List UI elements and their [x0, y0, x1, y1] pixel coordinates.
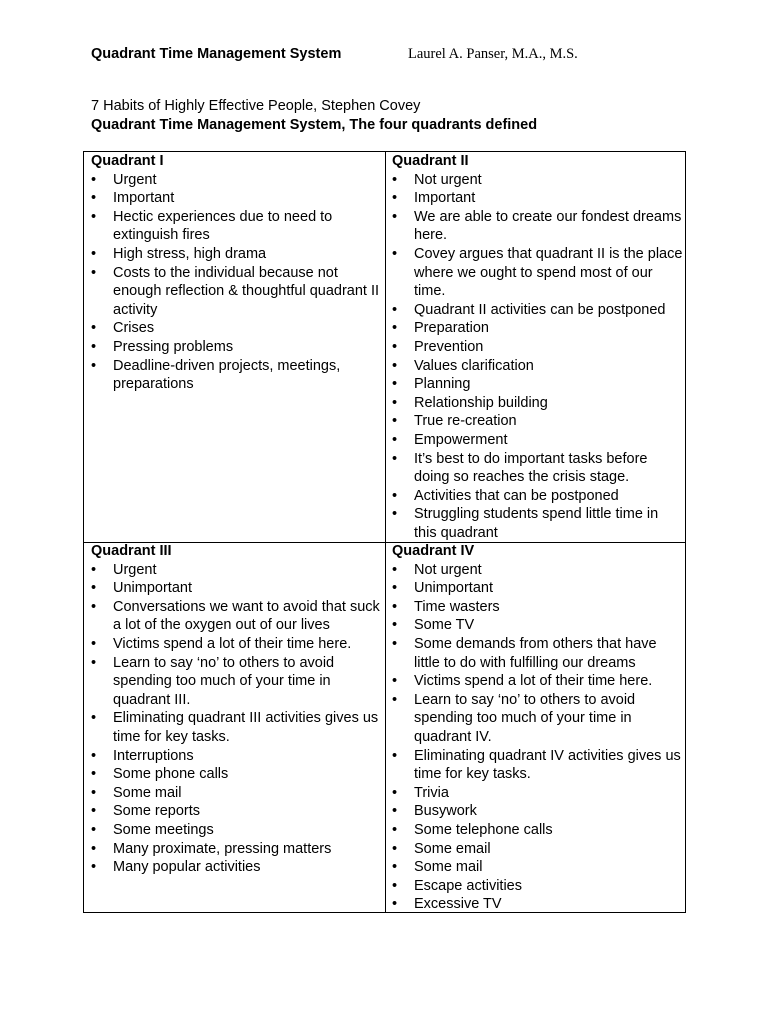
list-item-text: Many proximate, pressing matters: [113, 840, 332, 857]
list-item: [91, 189, 383, 208]
list-item: [91, 784, 383, 803]
quadrant-title: Quadrant III: [91, 543, 172, 559]
list-item: [392, 450, 684, 487]
list-item: [91, 840, 383, 859]
bullet-icon: •: [392, 784, 398, 801]
list-item-text: Victims spend a lot of their time here.: [414, 673, 653, 690]
list-item-text: Struggling students spend little time in this quadrant: [414, 506, 659, 541]
bullet-icon: •: [392, 896, 398, 913]
list-item-text: Many popular activities: [113, 859, 261, 876]
list-item-text: Crises: [113, 320, 155, 337]
list-item-text: Pressing problems: [113, 338, 234, 355]
bullet-icon: •: [91, 803, 97, 820]
list-item-text: Hectic experiences due to need to extinguish fires: [113, 208, 333, 244]
list-item: [392, 858, 684, 877]
list-item-text: Victims spend a lot of their time here.: [113, 635, 352, 652]
quadrant-title: Quadrant IV: [392, 543, 475, 559]
list-item-text: Not urgent: [414, 171, 482, 188]
author-name: Laurel A. Panser, M.A., M.S.: [408, 46, 578, 62]
quadrant-bullet-list: [392, 171, 684, 543]
bullet-icon: •: [91, 357, 97, 374]
bullet-icon: •: [392, 691, 398, 708]
bullet-icon: •: [91, 208, 97, 225]
list-item-text: Urgent: [113, 561, 157, 578]
bullet-icon: •: [91, 245, 97, 262]
bullet-icon: •: [91, 190, 97, 207]
list-item: [392, 394, 684, 413]
intro-block: [91, 97, 537, 135]
section-heading: Quadrant Time Management System, The four quadrants defined: [91, 117, 538, 133]
list-item: [392, 189, 684, 208]
list-item: [91, 338, 383, 357]
bullet-icon: •: [392, 376, 398, 393]
list-item-text: Some telephone calls: [414, 821, 553, 838]
bullet-icon: •: [392, 821, 398, 838]
bullet-icon: •: [392, 598, 398, 615]
list-item-text: Empowerment: [414, 431, 508, 448]
bullet-icon: •: [392, 840, 398, 857]
quadrant-bullet-list: [91, 561, 383, 877]
bullet-icon: •: [392, 394, 398, 411]
bullet-icon: •: [392, 617, 398, 634]
bullet-icon: •: [91, 171, 97, 188]
bullet-icon: •: [91, 598, 97, 615]
bullet-icon: •: [91, 320, 97, 337]
list-item: [91, 821, 383, 840]
list-item-text: True re-creation: [414, 413, 517, 430]
list-item: [392, 208, 684, 245]
bullet-icon: •: [392, 635, 398, 652]
quadrant-title: Quadrant II: [392, 153, 469, 169]
bullet-icon: •: [91, 859, 97, 876]
bullet-icon: •: [392, 747, 398, 764]
bullet-icon: •: [91, 561, 97, 578]
bullet-icon: •: [392, 413, 398, 430]
list-item-text: We are able to create our fondest dreams here.: [414, 208, 682, 244]
list-item: [392, 319, 684, 338]
list-item: [91, 561, 383, 580]
list-item-text: Excessive TV: [414, 896, 502, 913]
list-item-text: Preparation: [414, 320, 489, 337]
list-item: [91, 208, 383, 245]
list-item-text: Some reports: [113, 803, 201, 820]
list-item: [91, 319, 383, 338]
quadrant-2-cell: [392, 152, 684, 542]
list-item-text: Unimportant: [414, 580, 493, 597]
quadrant-title: Quadrant I: [91, 153, 164, 169]
bullet-icon: •: [392, 338, 398, 355]
list-item: [91, 264, 383, 320]
quadrant-bullet-list: [392, 561, 684, 914]
list-item: [392, 635, 684, 672]
list-item-text: Prevention: [414, 338, 484, 355]
bullet-icon: •: [392, 301, 398, 318]
list-item: [392, 561, 684, 580]
list-item: [91, 635, 383, 654]
list-item: [392, 598, 684, 617]
bullet-icon: •: [392, 431, 398, 448]
list-item-text: Covey argues that quadrant II is the place where we ought to spend most of our time.: [414, 245, 683, 300]
list-item-text: Deadline-driven projects, meetings, preparations: [113, 357, 341, 393]
list-item: [392, 877, 684, 896]
list-item-text: Values clarification: [414, 357, 534, 374]
quadrant-3-cell: [91, 542, 383, 877]
list-item: [91, 802, 383, 821]
list-item: [91, 747, 383, 766]
bullet-icon: •: [91, 654, 97, 671]
list-item: [91, 654, 383, 710]
bullet-icon: •: [91, 264, 97, 281]
bullet-icon: •: [392, 859, 398, 876]
list-item: [91, 579, 383, 598]
book-reference: 7 Habits of Highly Effective People, Stephen Covey: [91, 98, 421, 114]
quadrant-bullet-list: [91, 171, 383, 394]
list-item-text: High stress, high drama: [113, 245, 267, 262]
bullet-icon: •: [392, 803, 398, 820]
list-item: [392, 245, 684, 301]
list-item-text: Escape activities: [414, 877, 522, 894]
list-item: [392, 579, 684, 598]
list-item: [392, 301, 684, 320]
list-item: [392, 821, 684, 840]
list-item-text: Urgent: [113, 171, 157, 188]
list-item-text: Conversations we want to avoid that suck a lot of the oxygen out of our lives: [113, 598, 380, 634]
list-item: [392, 431, 684, 450]
bullet-icon: •: [91, 580, 97, 597]
list-item: [392, 802, 684, 821]
bullet-icon: •: [392, 320, 398, 337]
list-item-text: Activities that can be postponed: [414, 487, 619, 504]
list-item: [91, 765, 383, 784]
quadrant-table: [83, 151, 686, 913]
list-item: [392, 672, 684, 691]
list-item-text: Planning: [414, 376, 471, 393]
bullet-icon: •: [392, 487, 398, 504]
list-item-text: Quadrant II activities can be postponed: [414, 301, 666, 318]
list-item: [392, 505, 684, 542]
list-item-text: Busywork: [414, 803, 477, 820]
list-item-text: Relationship building: [414, 394, 548, 411]
list-item: [392, 487, 684, 506]
list-item: [392, 747, 684, 784]
bullet-icon: •: [392, 450, 398, 467]
quadrant-1-cell: [91, 152, 383, 394]
list-item-text: Trivia: [414, 784, 449, 801]
list-item: [392, 840, 684, 859]
bullet-icon: •: [91, 821, 97, 838]
bullet-icon: •: [392, 208, 398, 225]
list-item-text: Not urgent: [414, 561, 482, 578]
list-item: [91, 245, 383, 264]
bullet-icon: •: [392, 245, 398, 262]
list-item-text: Some mail: [113, 784, 182, 801]
list-item: [91, 709, 383, 746]
bullet-icon: •: [392, 190, 398, 207]
bullet-icon: •: [91, 766, 97, 783]
bullet-icon: •: [392, 580, 398, 597]
list-item: [392, 691, 684, 747]
bullet-icon: •: [91, 784, 97, 801]
list-item: [392, 784, 684, 803]
list-item-text: It’s best to do important tasks before doing so reaches the crisis stage.: [414, 450, 648, 486]
bullet-icon: •: [91, 747, 97, 764]
table-vertical-divider: [385, 152, 386, 912]
list-item-text: Some email: [414, 840, 491, 857]
bullet-icon: •: [392, 673, 398, 690]
list-item-text: Learn to say ‘no’ to others to avoid spending too much of your time in quadrant III.: [113, 654, 335, 708]
list-item: [392, 375, 684, 394]
list-item: [91, 357, 383, 394]
list-item: [392, 412, 684, 431]
list-item: [91, 598, 383, 635]
list-item-text: Some phone calls: [113, 766, 229, 783]
list-item: [392, 171, 684, 190]
list-item-text: Some demands from others that have little to do with fulfilling our dreams: [414, 635, 657, 671]
bullet-icon: •: [392, 506, 398, 523]
list-item: [392, 895, 684, 914]
list-item: [392, 357, 684, 376]
bullet-icon: •: [91, 710, 97, 727]
bullet-icon: •: [392, 561, 398, 578]
list-item-text: Eliminating quadrant IV activities gives us time for key tasks.: [414, 747, 681, 783]
list-item-text: Learn to say ‘no’ to others to avoid spending too much of your time in quadrant IV.: [414, 691, 636, 745]
list-item-text: Time wasters: [414, 598, 500, 615]
bullet-icon: •: [91, 635, 97, 652]
bullet-icon: •: [392, 357, 398, 374]
list-item: [91, 858, 383, 877]
document-title: Quadrant Time Management System: [91, 46, 342, 62]
list-item-text: Some meetings: [113, 821, 214, 838]
list-item-text: Important: [414, 190, 476, 207]
bullet-icon: •: [91, 840, 97, 857]
bullet-icon: •: [91, 338, 97, 355]
bullet-icon: •: [392, 877, 398, 894]
list-item-text: Unimportant: [113, 580, 192, 597]
bullet-icon: •: [392, 171, 398, 188]
list-item-text: Costs to the individual because not enough reflection & thoughtful quadrant II activity: [113, 264, 380, 318]
list-item-text: Some TV: [414, 617, 475, 634]
list-item-text: Important: [113, 190, 175, 207]
list-item: [392, 338, 684, 357]
list-item: [91, 171, 383, 190]
list-item-text: Eliminating quadrant III activities gives us time for key tasks.: [113, 710, 379, 745]
list-item-text: Some mail: [414, 859, 483, 876]
list-item: [392, 616, 684, 635]
quadrant-4-cell: [392, 542, 684, 914]
list-item-text: Interruptions: [113, 747, 194, 764]
